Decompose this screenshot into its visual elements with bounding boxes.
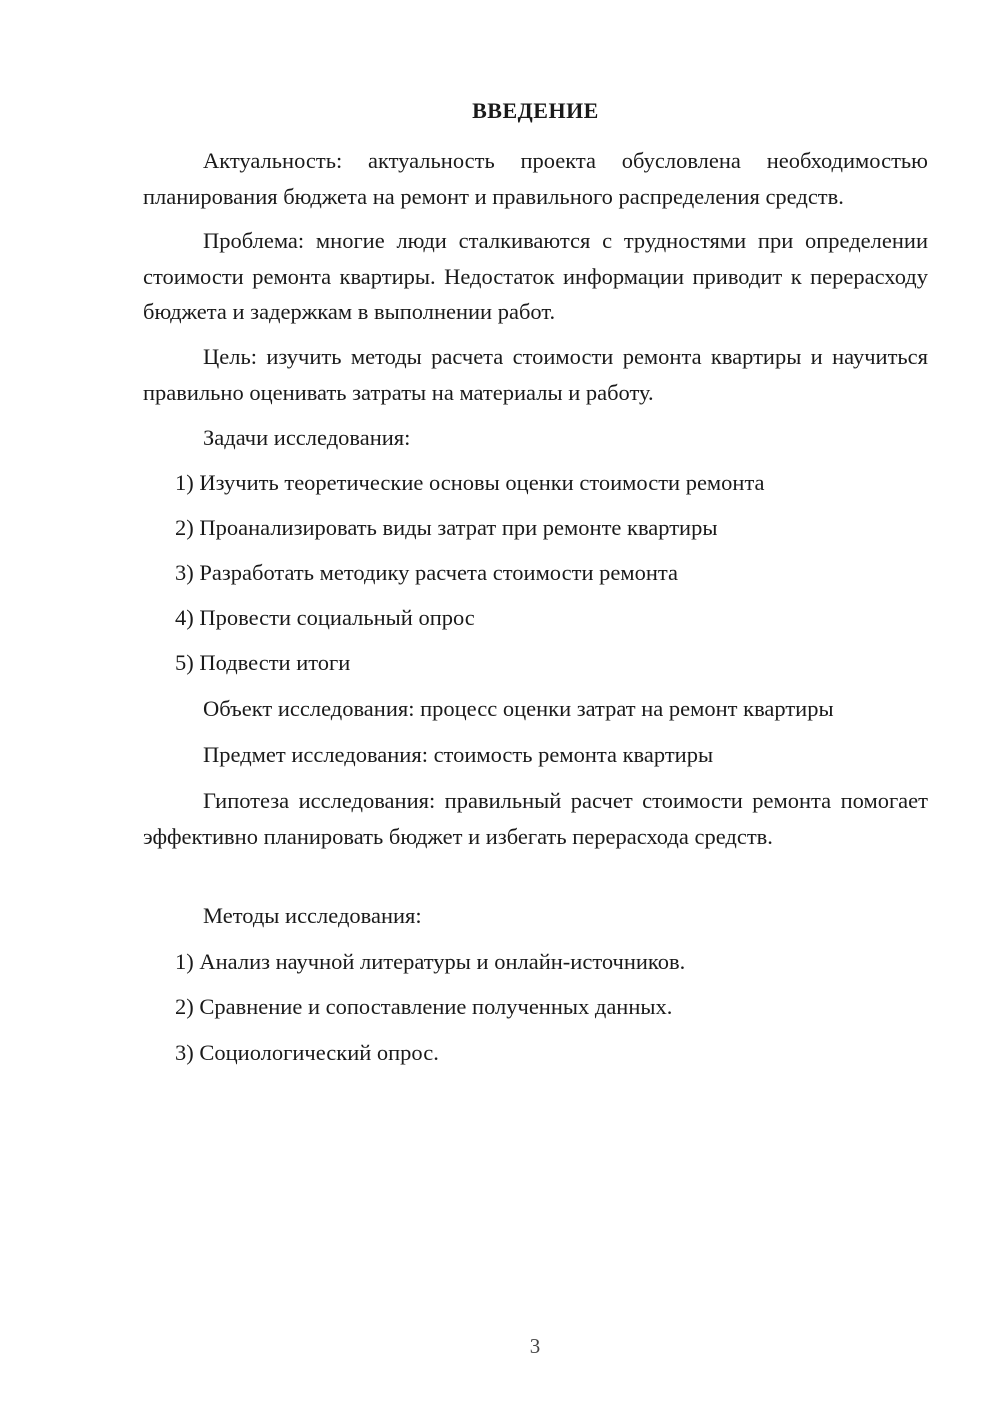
relevance-paragraph: Актуальность: актуальность проекта обусловлена необходимостью планирования бюджета на ремонт и правильного распределения средств. — [143, 148, 928, 209]
task-item: 4) Провести социальный опрос — [175, 605, 475, 630]
task-item: 5) Подвести итоги — [175, 650, 351, 675]
problem-paragraph: Проблема: многие люди сталкиваются с трудностями при определении стоимости ремонта квартиры. Недостаток информации приводит к перерасходу бюджета и задержкам в выполнении работ. — [143, 228, 928, 324]
method-item: 3) Социологический опрос. — [175, 1040, 439, 1065]
hypothesis-paragraph: Гипотеза исследования: правильный расчет стоимости ремонта помогает эффективно планировать бюджет и избегать перерасхода средств. — [143, 788, 928, 849]
methods-title: Методы исследования: — [203, 903, 422, 928]
page-number: 3 — [529, 1334, 541, 1358]
research-object: Объект исследования: процесс оценки затрат на ремонт квартиры — [203, 696, 834, 721]
task-item: 1) Изучить теоретические основы оценки стоимости ремонта — [175, 470, 765, 495]
research-subject: Предмет исследования: стоимость ремонта квартиры — [203, 742, 714, 767]
task-item: 2) Проанализировать виды затрат при ремонте квартиры — [175, 515, 718, 540]
goal-paragraph: Цель: изучить методы расчета стоимости ремонта квартиры и научиться правильно оценивать затраты на материалы и работу. — [143, 344, 928, 405]
task-item: 3) Разработать методику расчета стоимости ремонта — [175, 560, 678, 585]
method-item: 2) Сравнение и сопоставление полученных данных. — [175, 994, 673, 1019]
tasks-title: Задачи исследования: — [203, 425, 411, 450]
page-title: ВВЕДЕНИЕ — [472, 98, 599, 123]
method-item: 1) Анализ научной литературы и онлайн-источников. — [175, 949, 686, 974]
